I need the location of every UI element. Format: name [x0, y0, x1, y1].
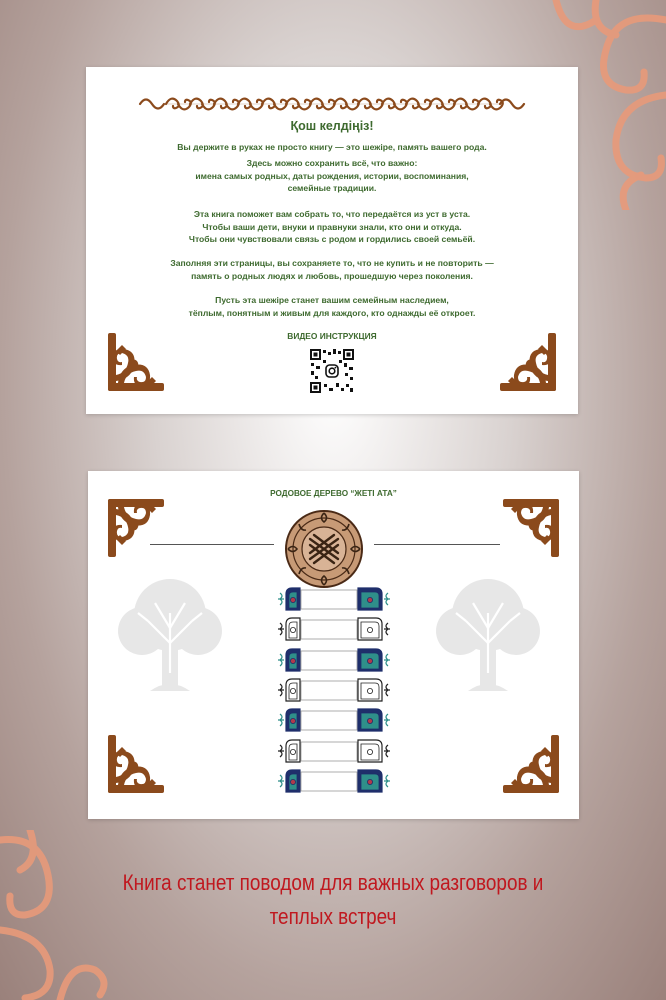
shanyrak-medallion [284, 509, 364, 589]
corner-ornament-bottom-left [106, 733, 168, 795]
corner-ornament-bottom-left [106, 331, 168, 393]
text-line: Вы держите в руках не просто книгу — это шежіре, память вашего рода. [177, 142, 487, 152]
caption-line: Книга станет поводом для важных разговоров и [122, 870, 544, 895]
text-line: Заполняя эти страницы, вы сохраняете то, что не купить и не повторить — [170, 258, 494, 268]
text-line: имена самых родных, даты рождения, истории, воспоминания, [195, 170, 469, 181]
welcome-title: Қош келдіңіз! [290, 119, 374, 133]
generation-row[interactable] [278, 768, 390, 799]
generation-row[interactable] [278, 616, 390, 647]
tree-watermark-left [110, 573, 230, 703]
corner-ornament-bottom-right [496, 331, 558, 393]
generation-row[interactable] [278, 586, 390, 617]
text-line: Эта книга поможет вам собрать то, что передаётся из уст в уста. [193, 209, 471, 219]
ornament-border-band [138, 93, 526, 115]
video-instruction-label: ВИДЕО ИНСТРУКЦИЯ [287, 331, 377, 341]
text-line: Пусть эта шежіре станет вашим семейным наследием, [215, 295, 449, 305]
family-tree-title: РОДОВОЕ ДЕРЕВО “ЖЕТІ АТА” [270, 489, 397, 498]
name-line-right [374, 544, 500, 545]
text-line: Чтобы ваши дети, внуки и правнуки знали, кто они и откуда. [202, 221, 462, 232]
generation-row[interactable] [278, 647, 390, 678]
text-line: Чтобы они чувствовали связь с родом и гордились своей семьёй. [188, 234, 476, 245]
tree-watermark-right [428, 573, 548, 703]
generation-row[interactable] [278, 738, 390, 769]
caption-line: теплых встреч [269, 904, 397, 929]
name-line-left [150, 544, 274, 545]
welcome-page [86, 67, 578, 414]
text-line: память о родных людях и любовь, прошедшую через поколения. [191, 270, 473, 281]
text-line: тёплым, понятным и живым для каждого, кто однажды её откроет. [188, 307, 476, 318]
text-line: семейные традиции. [287, 183, 377, 194]
corner-ornament-top-right [499, 497, 561, 559]
text-line: Здесь можно сохранить всё, что важно: [246, 158, 418, 168]
instagram-icon [324, 363, 340, 379]
corner-ornament-bottom-right [499, 733, 561, 795]
corner-ornament-top-left [106, 497, 168, 559]
generation-row[interactable] [278, 677, 390, 708]
family-tree-page [88, 471, 579, 819]
generation-row[interactable] [278, 707, 390, 738]
caption-text [47, 866, 620, 934]
